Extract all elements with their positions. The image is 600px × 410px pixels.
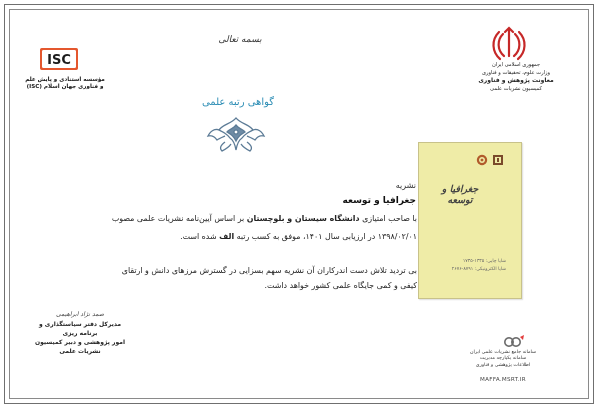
- ornament-icon: [205, 116, 267, 154]
- mafpa-text-3: اطلاعات پژوهشی و فناوری: [475, 362, 531, 368]
- mafpa-url[interactable]: MAFFA.MSRT.IR: [480, 377, 526, 383]
- ministry-header: [478, 61, 554, 93]
- line2-end: شده است.: [180, 232, 217, 241]
- ministry-line1: جمهوری اسلامی ایران: [491, 62, 541, 68]
- rank-value: الف: [219, 232, 235, 241]
- cover-title: جغرافیا و توسعه: [441, 184, 479, 206]
- certificate-title: گواهی رتبه علمی: [201, 97, 275, 108]
- seal-icon: [476, 154, 488, 166]
- cover-issn-online: شاپا الکترونیکی: ۸۷۹۱-۲۶۷۶: [451, 267, 506, 272]
- signatory-title: [30, 320, 130, 356]
- line1-prefix: با صاحب امتیازی: [362, 214, 417, 223]
- signatory-title-line2: امور پژوهشی و دبیر کمیسیون: [34, 339, 126, 346]
- ministry-line4: کمیسیون نشریات علمی: [490, 86, 542, 92]
- line2-mid: در ارزیابی سال ۱۴۰۱، موفق به کسب رتبه: [236, 232, 376, 241]
- body-line-2: [105, 232, 417, 241]
- body-line-1: [70, 214, 417, 223]
- mafpa-text: [462, 350, 544, 369]
- publisher-name: دانشگاه سیستان و بلوچستان: [246, 214, 360, 223]
- journal-cover: [418, 142, 522, 299]
- isc-logo-icon: [40, 48, 78, 70]
- mafpa-logo-icon: [503, 333, 525, 349]
- isc-caption: مؤسسه استنادی و پایش علم و فناوری جهان اسلام (ISC): [25, 77, 105, 90]
- isc-logo-text: ISC: [47, 53, 71, 68]
- signatory-title-line3: نشریات علمی: [59, 348, 101, 355]
- line1-suffix: بر اساس آیین‌نامه نشریات علمی مصوب: [111, 214, 245, 223]
- cover-issn: [430, 258, 506, 274]
- signatory-name: صمد نژاد ابراهیمی: [55, 311, 105, 318]
- mafpa-text-2: سامانه یکپارچه مدیریت: [479, 356, 527, 362]
- journal-name: جغرافیا و توسعه: [342, 196, 416, 206]
- body-line-4: کیفی و کمی جایگاه علمی کشور خواهد داشت.: [264, 281, 417, 290]
- ministry-line3: معاونت پژوهش و فناوری: [478, 77, 554, 84]
- iran-emblem-icon: [490, 26, 528, 62]
- basmala: بسمه تعالی: [218, 35, 262, 45]
- body-line-3: بی تردید تلاش دست اندرکاران آن نشریه سهم بسزایی در گسترش مرزهای دانش و ارتقای: [121, 266, 417, 275]
- mafpa-text-1: سامانه جامع نشریات علمی ایران: [469, 350, 537, 355]
- ministry-line2: وزارت علوم، تحقیقات و فناوری: [481, 70, 551, 76]
- journal-label: نشریه: [395, 181, 416, 190]
- university-logo-icon: [492, 154, 504, 166]
- signatory-title-line1: مدیرکل دفتر سیاستگذاری و برنامه ریزی: [38, 321, 122, 337]
- cover-issn-print: شاپا چاپی: ۱۳۳۵-۱۷۳۵: [462, 259, 506, 264]
- approval-date: ۱۳۹۸/۰۲/۰۱: [377, 232, 417, 241]
